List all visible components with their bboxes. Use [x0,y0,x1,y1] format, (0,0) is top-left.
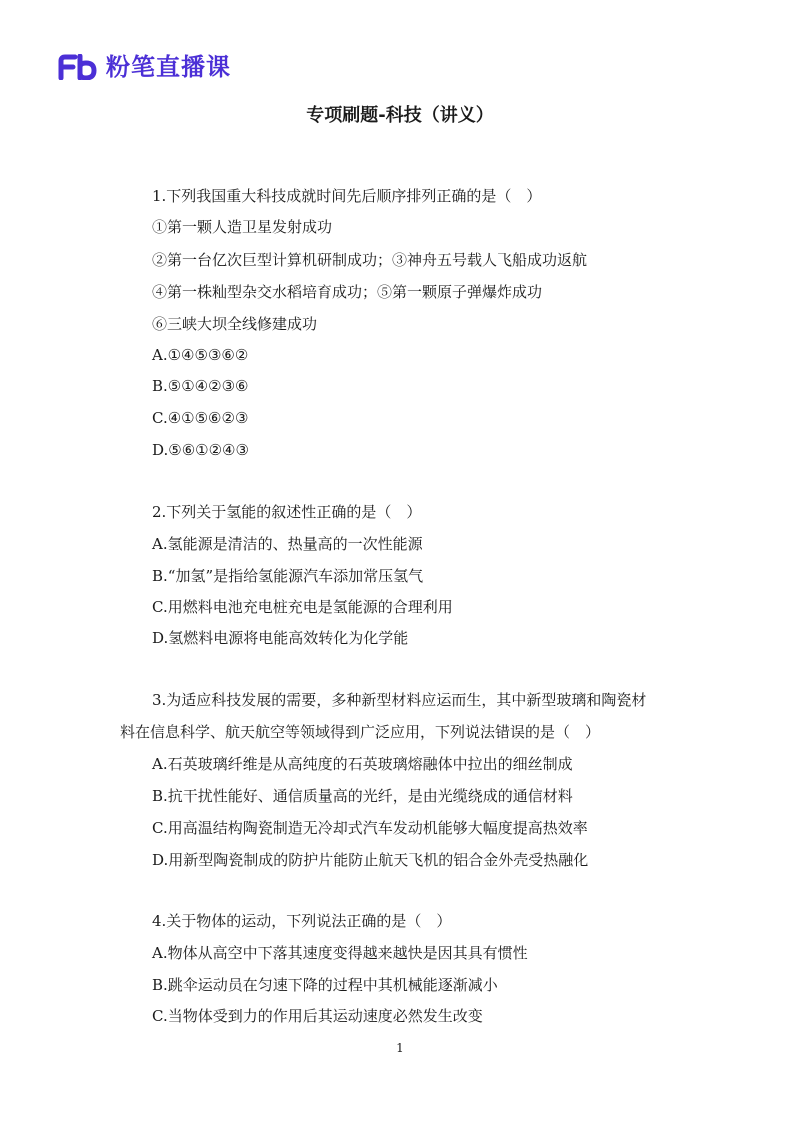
question-1-option-b: B.⑤①④②③⑥ [152,377,249,395]
question-1-item: ①第一颗人造卫星发射成功 [152,218,333,236]
page-title: 专项刷题-科技（讲义） [306,105,494,126]
question-1-stem: 1.下列我国重大科技成就时间先后顺序排列正确的是（ ） [152,187,542,205]
question-1-item: ②第一台亿次巨型计算机研制成功；③神舟五号载人飞船成功返航 [152,251,588,269]
question-1-option-d: D.⑤⑥①②④③ [152,441,249,459]
question-1-item: ④第一株籼型杂交水稻培育成功；⑤第一颗原子弹爆炸成功 [152,283,543,301]
question-2-stem: 2.下列关于氢能的叙述性正确的是（ ） [152,503,422,521]
brand-logo [58,52,231,82]
question-4-stem: 4.关于物体的运动，下列说法正确的是（ ） [152,912,452,930]
question-1-item: ⑥三峡大坝全线修建成功 [152,315,318,333]
question-3-option-c: C.用高温结构陶瓷制造无冷却式汽车发动机能够大幅度提高热效率 [152,819,588,837]
question-3-stem-continued: 料在信息科学、航天航空等领域得到广泛应用，下列说法错误的是（ ） [120,723,601,741]
question-3-option-b: B.抗干扰性能好、通信质量高的光纤，是由光缆绕成的通信材料 [152,787,573,805]
fb-logo-icon [58,54,98,80]
question-4-option-c: C.当物体受到力的作用后其运动速度必然发生改变 [152,1007,483,1025]
question-3-option-d: D.用新型陶瓷制成的防护片能防止航天飞机的铝合金外壳受热融化 [152,851,589,869]
question-2-option-c: C.用燃料电池充电桩充电是氢能源的合理利用 [152,598,453,616]
page-number: 1 [396,1041,404,1055]
question-1-option-c: C.④①⑤⑥②③ [152,409,249,427]
question-2-option-b: B.“加氢”是指给氢能源汽车添加常压氢气 [152,567,424,585]
question-3-stem: 3.为适应科技发展的需要，多种新型材料应运而生，其中新型玻璃和陶瓷材 [152,691,647,709]
question-4-option-b: B.跳伞运动员在匀速下降的过程中其机械能逐渐减小 [152,976,498,994]
logo-text: 粉笔直播课 [106,53,231,81]
question-3-option-a: A.石英玻璃纤维是从高纯度的石英玻璃熔融体中拉出的细丝制成 [152,755,573,773]
question-2-option-a: A.氢能源是清洁的、热量高的一次性能源 [152,535,423,553]
question-4-option-a: A.物体从高空中下落其速度变得越来越快是因其具有惯性 [152,944,528,962]
question-2-option-d: D.氢燃料电源将电能高效转化为化学能 [152,629,409,647]
question-1-option-a: A.①④⑤③⑥② [152,346,249,364]
